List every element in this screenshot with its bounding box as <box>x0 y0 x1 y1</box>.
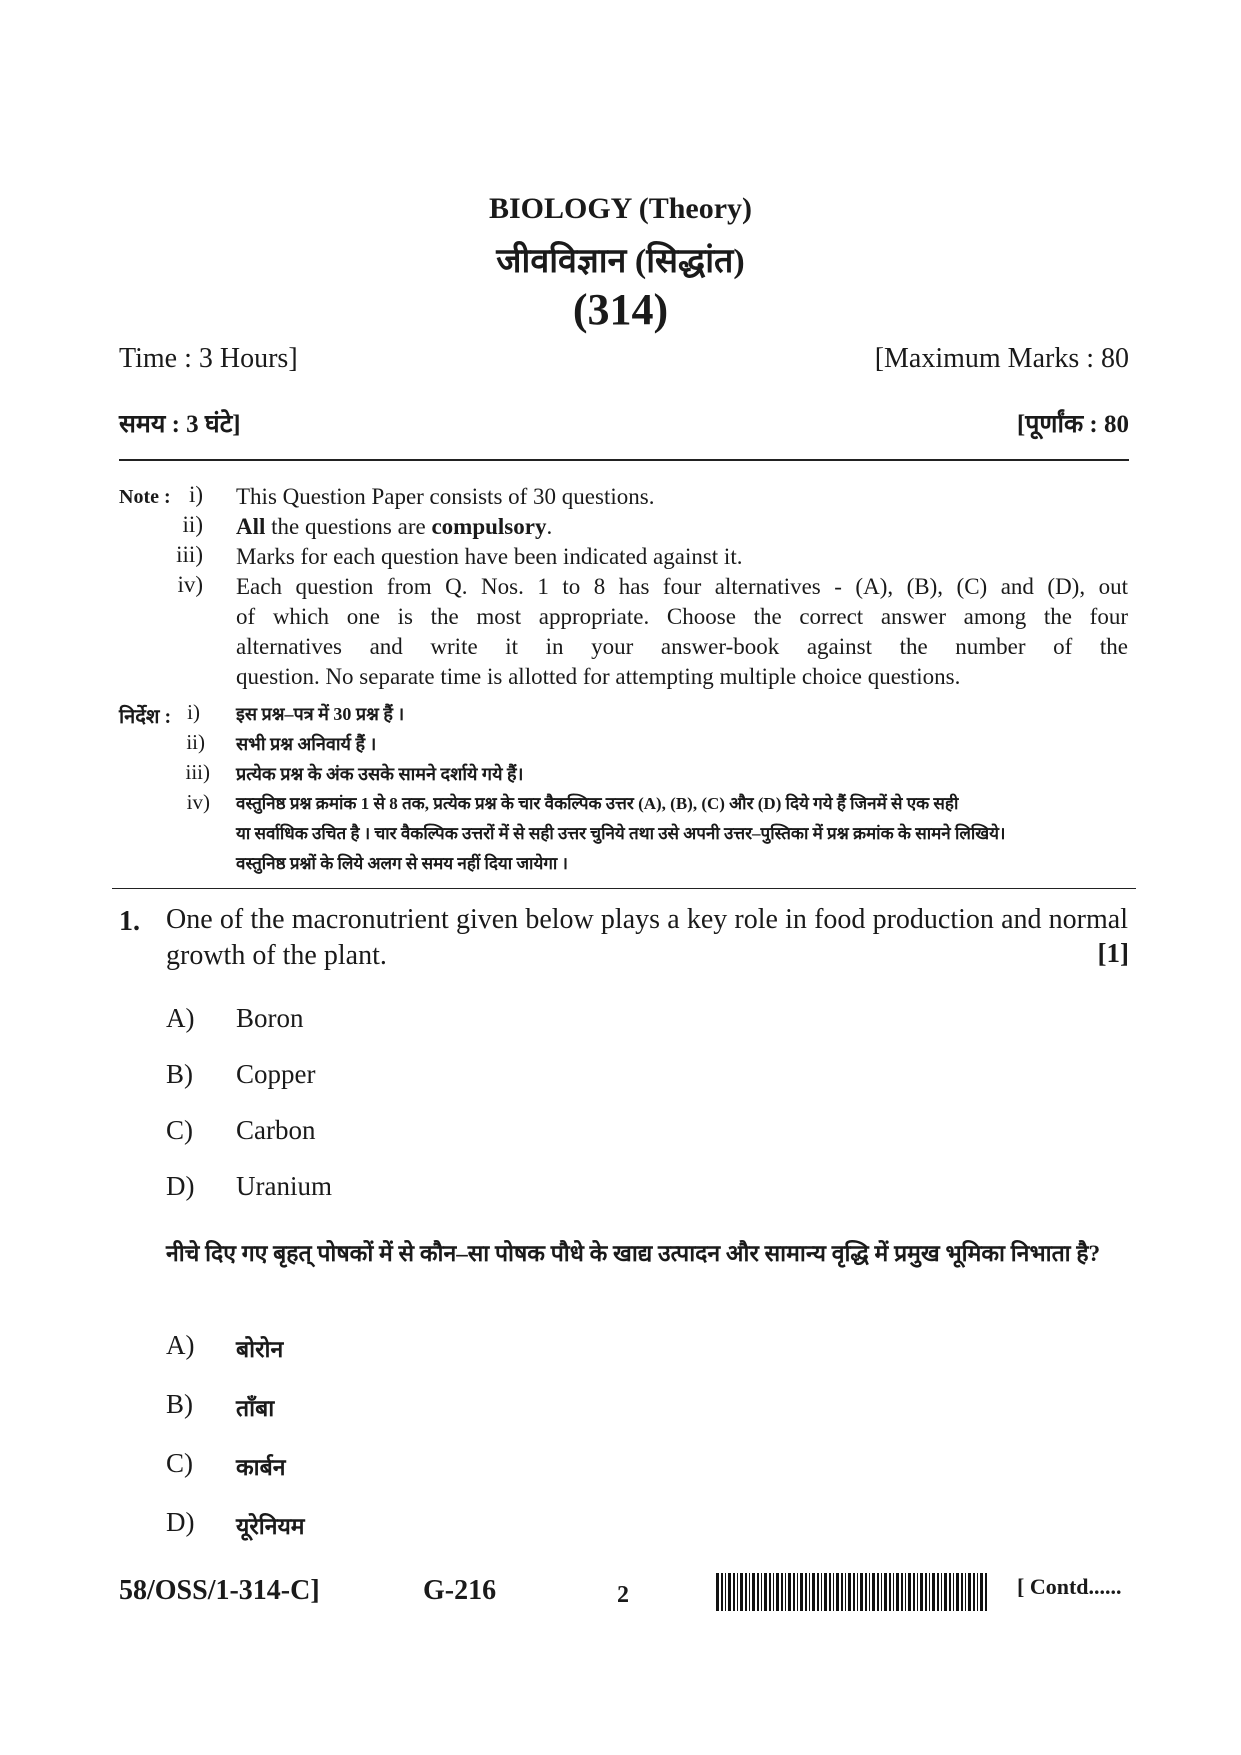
barcode-bar <box>812 1573 815 1611</box>
option-label: C) <box>166 1115 193 1145</box>
barcode-bar <box>817 1573 819 1611</box>
max-marks-hindi: [पूर्णांक : 80 <box>1016 411 1129 438</box>
question-marks: [1] <box>1097 938 1129 968</box>
time-english: Time : 3 Hours] <box>119 343 298 374</box>
option-label: B) <box>166 1059 193 1089</box>
barcode-bar <box>917 1573 918 1611</box>
paper-title-hindi: जीवविज्ञान (सिद्धांत) <box>496 243 745 280</box>
barcode-bar <box>932 1573 935 1611</box>
note-number: iv) <box>177 572 203 597</box>
barcode-bar <box>977 1573 978 1611</box>
barcode-bar <box>944 1573 947 1611</box>
barcode-bar <box>769 1573 771 1611</box>
note-line-hindi: सभी प्रश्न अनिवार्य हैं । <box>236 734 377 754</box>
barcode-bar <box>725 1573 726 1611</box>
barcode-bar <box>757 1573 759 1611</box>
option-label: A) <box>166 1330 195 1360</box>
note-line: Marks for each question have been indicated against it. <box>236 544 743 569</box>
barcode-bar <box>881 1573 882 1611</box>
page-number: 2 <box>617 1582 629 1608</box>
option-text-hindi: कार्बन <box>236 1455 286 1480</box>
barcode-bar <box>913 1573 915 1611</box>
option-text: Boron <box>236 1003 304 1033</box>
time-hindi: समय : 3 घंटे] <box>119 411 241 438</box>
option-label: A) <box>166 1003 195 1033</box>
barcode-icon <box>716 1573 990 1611</box>
note-number: iv) <box>186 790 210 814</box>
note-line: alternatives and write it in your answer-book against the number of the <box>236 634 1128 659</box>
barcode-bar <box>848 1573 851 1611</box>
note-bold-all: All <box>236 514 266 539</box>
barcode-bar <box>841 1573 843 1611</box>
barcode-bar <box>941 1573 942 1611</box>
note-number: iii) <box>176 542 203 567</box>
notes-divider <box>112 888 1136 889</box>
note-line: This Question Paper consists of 30 questions. <box>236 484 655 509</box>
barcode-bar <box>985 1573 987 1611</box>
barcode-bar <box>953 1573 954 1611</box>
paper-title-english: BIOLOGY (Theory) <box>488 192 753 225</box>
barcode-bar <box>956 1573 959 1611</box>
barcode-bar <box>728 1573 731 1611</box>
barcode-bar <box>773 1573 774 1611</box>
note-number: i) <box>188 482 203 507</box>
barcode-bar <box>968 1573 971 1611</box>
note-bold-compulsory: compulsory <box>431 514 547 539</box>
barcode-bar <box>980 1573 983 1611</box>
note-line: of which one is the most appropriate. Choose the correct answer among the four <box>236 604 1128 629</box>
barcode-bar <box>860 1573 863 1611</box>
barcode-bar <box>821 1573 822 1611</box>
note-number: ii) <box>182 512 203 537</box>
barcode-bar <box>965 1573 966 1611</box>
barcode-bar <box>884 1573 887 1611</box>
barcode-bar <box>764 1573 767 1611</box>
option-label: D) <box>166 1507 195 1537</box>
header-divider <box>119 459 1129 461</box>
barcode-bar <box>745 1573 747 1611</box>
barcode-bar <box>836 1573 839 1611</box>
note-text: the questions are <box>265 514 432 539</box>
option-text-hindi: बोरोन <box>236 1337 284 1362</box>
barcode-bar <box>809 1573 810 1611</box>
barcode-bar <box>920 1573 923 1611</box>
barcode-bar <box>901 1573 903 1611</box>
barcode-bar <box>949 1573 951 1611</box>
note-line-hindi: वस्तुनिष्ठ प्रश्न क्रमांक 1 से 8 तक, प्रत्येक प्रश्न के चार वैकल्पिक उत्तर (A), (B), (C) और (D) दिये गये हैं जिनमें से एक सही <box>236 794 959 813</box>
barcode-bar <box>961 1573 963 1611</box>
barcode-bar <box>908 1573 911 1611</box>
continued-label: [ Contd...... <box>1017 1574 1122 1599</box>
option-text: Carbon <box>236 1115 316 1145</box>
barcode-bar <box>877 1573 879 1611</box>
barcode-bar <box>905 1573 906 1611</box>
paper-code: 58/OSS/1-314-C] <box>119 1575 320 1606</box>
option-label: D) <box>166 1171 195 1201</box>
question-number: 1. <box>119 906 140 937</box>
barcode-bar <box>776 1573 779 1611</box>
barcode-bar <box>857 1573 858 1611</box>
note-line: question. No separate time is allotted for attempting multiple choice questions. <box>236 664 961 689</box>
note-number: iii) <box>185 760 210 784</box>
question-text-hindi: नीचे दिए गए बृहत् पोषकों में से कौन–सा पोषक पौधे के खाद्य उत्पादन और सामान्य वृद्धि में प्रमुख भूमिका निभाता है? <box>166 1241 1101 1266</box>
note-line <box>236 512 1128 542</box>
barcode-bar <box>865 1573 867 1611</box>
set-code: G-216 <box>423 1575 497 1606</box>
option-text-hindi: यूरेनियम <box>236 1514 305 1539</box>
barcode-bar <box>785 1573 786 1611</box>
barcode-bar <box>716 1573 719 1611</box>
barcode-bar <box>733 1573 735 1611</box>
barcode-bar <box>793 1573 795 1611</box>
note-number: i) <box>187 700 200 724</box>
option-label: B) <box>166 1389 193 1419</box>
note-number: ii) <box>186 730 205 754</box>
barcode-bar <box>749 1573 750 1611</box>
note-line: Each question from Q. Nos. 1 to 8 has four alternatives - (A), (B), (C) and (D), out <box>236 574 1128 599</box>
barcode-bar <box>893 1573 894 1611</box>
option-text: Copper <box>236 1059 316 1089</box>
note-line-hindi: प्रत्येक प्रश्न के अंक उसके सामने दर्शाये गये हैं। <box>236 764 524 784</box>
note-line-hindi: या सर्वाधिक उचित है । चार वैकल्पिक उत्तरों में से सही उत्तर चुनिये तथा उसे अपनी उत्तर–पुस्तिका में प्रश्न क्रमांक के सामने लिखिये। <box>236 824 1006 843</box>
barcode-bar <box>872 1573 875 1611</box>
note-line-hindi: इस प्रश्न–पत्र में 30 प्रश्न हैं । <box>236 704 405 724</box>
barcode-bar <box>721 1573 723 1611</box>
note-line-hindi: वस्तुनिष्ठ प्रश्नों के लिये अलग से समय नहीं दिया जायेगा । <box>236 854 568 873</box>
subject-code: (314) <box>572 285 669 334</box>
note-text: . <box>546 514 553 539</box>
barcode-bar <box>761 1573 762 1611</box>
barcode-bar <box>797 1573 798 1611</box>
barcode-bar <box>737 1573 738 1611</box>
barcode-bar <box>973 1573 975 1611</box>
barcode-bar <box>829 1573 831 1611</box>
barcode-bar <box>929 1573 930 1611</box>
question-text-english: One of the macronutrient given below plays a key role in food production and normal growth of the plant. <box>166 904 1128 971</box>
barcode-bar <box>781 1573 783 1611</box>
option-text-hindi: ताँबा <box>236 1396 275 1421</box>
barcode-bar <box>845 1573 846 1611</box>
barcode-bar <box>740 1573 743 1611</box>
note-label: Note : <box>119 486 171 508</box>
option-label: C) <box>166 1448 193 1478</box>
barcode-bar <box>800 1573 803 1611</box>
barcode-bar <box>788 1573 791 1611</box>
barcode-bar <box>805 1573 807 1611</box>
barcode-bar <box>896 1573 899 1611</box>
barcode-bar <box>937 1573 939 1611</box>
note-label-hindi: निर्देश : <box>119 706 172 728</box>
barcode-bar <box>752 1573 755 1611</box>
max-marks-english: [Maximum Marks : 80 <box>874 343 1129 374</box>
barcode-bar <box>853 1573 855 1611</box>
barcode-bar <box>889 1573 891 1611</box>
barcode-bar <box>925 1573 927 1611</box>
option-text: Uranium <box>236 1171 332 1201</box>
barcode-bar <box>833 1573 834 1611</box>
barcode-bar <box>869 1573 870 1611</box>
barcode-bar <box>824 1573 827 1611</box>
